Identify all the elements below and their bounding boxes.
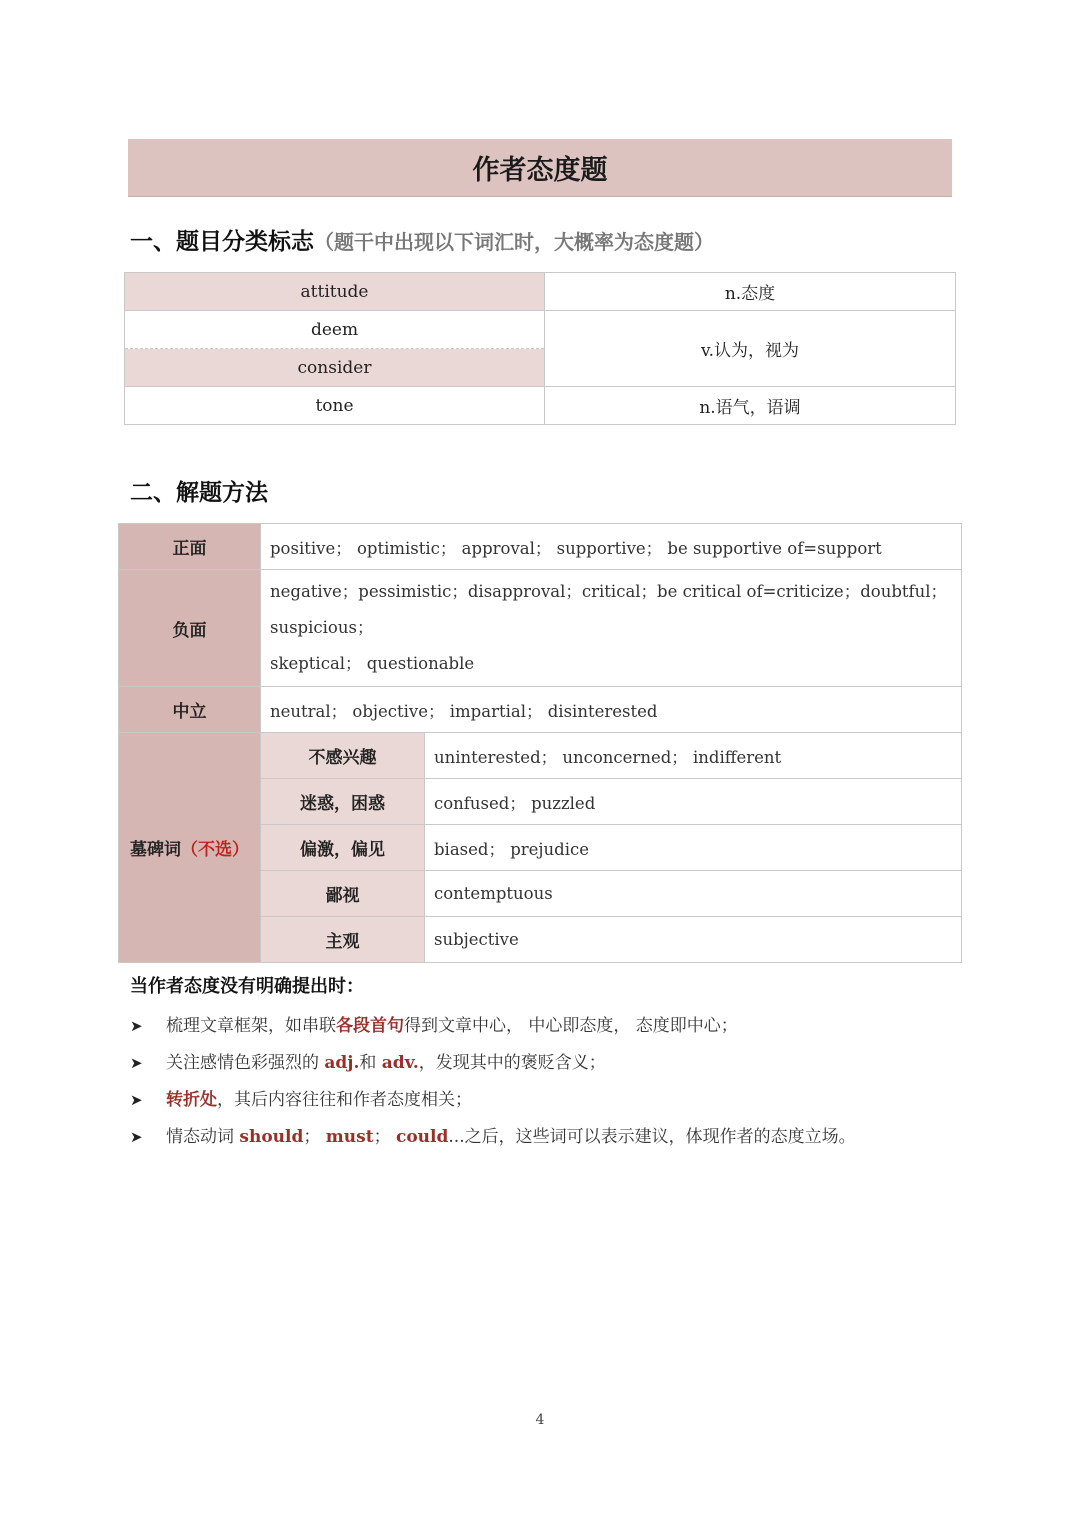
highlight: 转折处 xyxy=(166,1090,217,1110)
table-cell: uninterested； unconcerned； indifferent xyxy=(425,733,962,779)
table-row xyxy=(119,687,962,733)
section-heading-classification xyxy=(130,223,714,256)
text-line: skeptical； questionable xyxy=(270,654,475,673)
highlight: adj. xyxy=(324,1053,360,1073)
highlight: adv. xyxy=(381,1053,419,1073)
table-cell: biased； prejudice xyxy=(425,825,962,871)
page-title: 作者态度题 xyxy=(128,139,952,197)
arrow-bullet-icon: ➤ xyxy=(130,1128,143,1146)
subcategory-label: 不感兴趣 xyxy=(261,733,425,779)
list-item xyxy=(130,1122,856,1147)
category-label: 中立 xyxy=(119,687,261,733)
text: ，发现其中的褒贬含义； xyxy=(418,1053,606,1073)
table-row xyxy=(119,570,962,687)
arrow-bullet-icon: ➤ xyxy=(130,1091,143,1109)
table-cell: subjective xyxy=(425,917,962,963)
text-line: negative；pessimistic；disapproval；critical；be critical of=criticize；doubtful；suspicious； xyxy=(270,582,948,637)
table-row xyxy=(125,273,956,311)
highlight: should xyxy=(239,1127,304,1147)
text: 得到文章中心， 中心即态度， 态度即中心； xyxy=(404,1016,738,1036)
text: 关注感情色彩强烈的 xyxy=(166,1053,325,1073)
notes-heading: 当作者态度没有明确提出时： xyxy=(130,976,364,997)
category-label xyxy=(119,733,261,963)
table-cell: v.认为，视为 xyxy=(545,311,956,387)
table-cell: neutral； objective； impartial； disinterested xyxy=(261,687,962,733)
grave-label: 墓碑词 xyxy=(130,840,181,860)
table-row xyxy=(119,524,962,570)
table-cell: consider xyxy=(125,349,545,387)
section-heading-text: 一、题目分类标志 xyxy=(130,229,314,255)
table-cell: contemptuous xyxy=(425,871,962,917)
grave-note: （不选） xyxy=(181,840,249,860)
text: ； xyxy=(303,1127,326,1147)
attitude-words-table xyxy=(118,523,962,963)
text: 梳理文章框架，如串联 xyxy=(166,1016,336,1036)
subcategory-label: 鄙视 xyxy=(261,871,425,917)
text: 情态动词 xyxy=(166,1127,240,1147)
table-row xyxy=(125,311,956,349)
list-item xyxy=(130,1048,606,1073)
table-cell xyxy=(261,570,962,687)
section-heading-note: （题干中出现以下词汇时，大概率为态度题） xyxy=(314,230,714,254)
list-item xyxy=(130,1011,738,1036)
highlight: 各段首句 xyxy=(336,1016,404,1036)
category-label: 正面 xyxy=(119,524,261,570)
table-cell: attitude xyxy=(125,273,545,311)
table-row xyxy=(119,733,962,779)
subcategory-label: 迷惑，困惑 xyxy=(261,779,425,825)
highlight: could xyxy=(395,1127,449,1147)
subcategory-label: 偏激，偏见 xyxy=(261,825,425,871)
highlight: must xyxy=(325,1127,374,1147)
text: ...之后，这些词可以表示建议，体现作者的态度立场。 xyxy=(448,1127,856,1147)
text: 和 xyxy=(359,1053,382,1073)
page-number: 4 xyxy=(535,1412,545,1428)
category-label: 负面 xyxy=(119,570,261,687)
signal-words-table xyxy=(124,272,956,425)
table-cell: confused； puzzled xyxy=(425,779,962,825)
arrow-bullet-icon: ➤ xyxy=(130,1017,143,1035)
table-cell: deem xyxy=(125,311,545,349)
text: ； xyxy=(373,1127,396,1147)
table-row xyxy=(125,387,956,425)
list-item xyxy=(130,1085,472,1110)
table-cell: tone xyxy=(125,387,545,425)
table-cell: n.态度 xyxy=(545,273,956,311)
text: ，其后内容往往和作者态度相关； xyxy=(217,1090,472,1110)
table-cell: positive； optimistic； approval； supportive； be supportive of=support xyxy=(261,524,962,570)
table-cell: n.语气，语调 xyxy=(545,387,956,425)
section-heading-method: 二、解题方法 xyxy=(130,480,268,506)
arrow-bullet-icon: ➤ xyxy=(130,1054,143,1072)
subcategory-label: 主观 xyxy=(261,917,425,963)
